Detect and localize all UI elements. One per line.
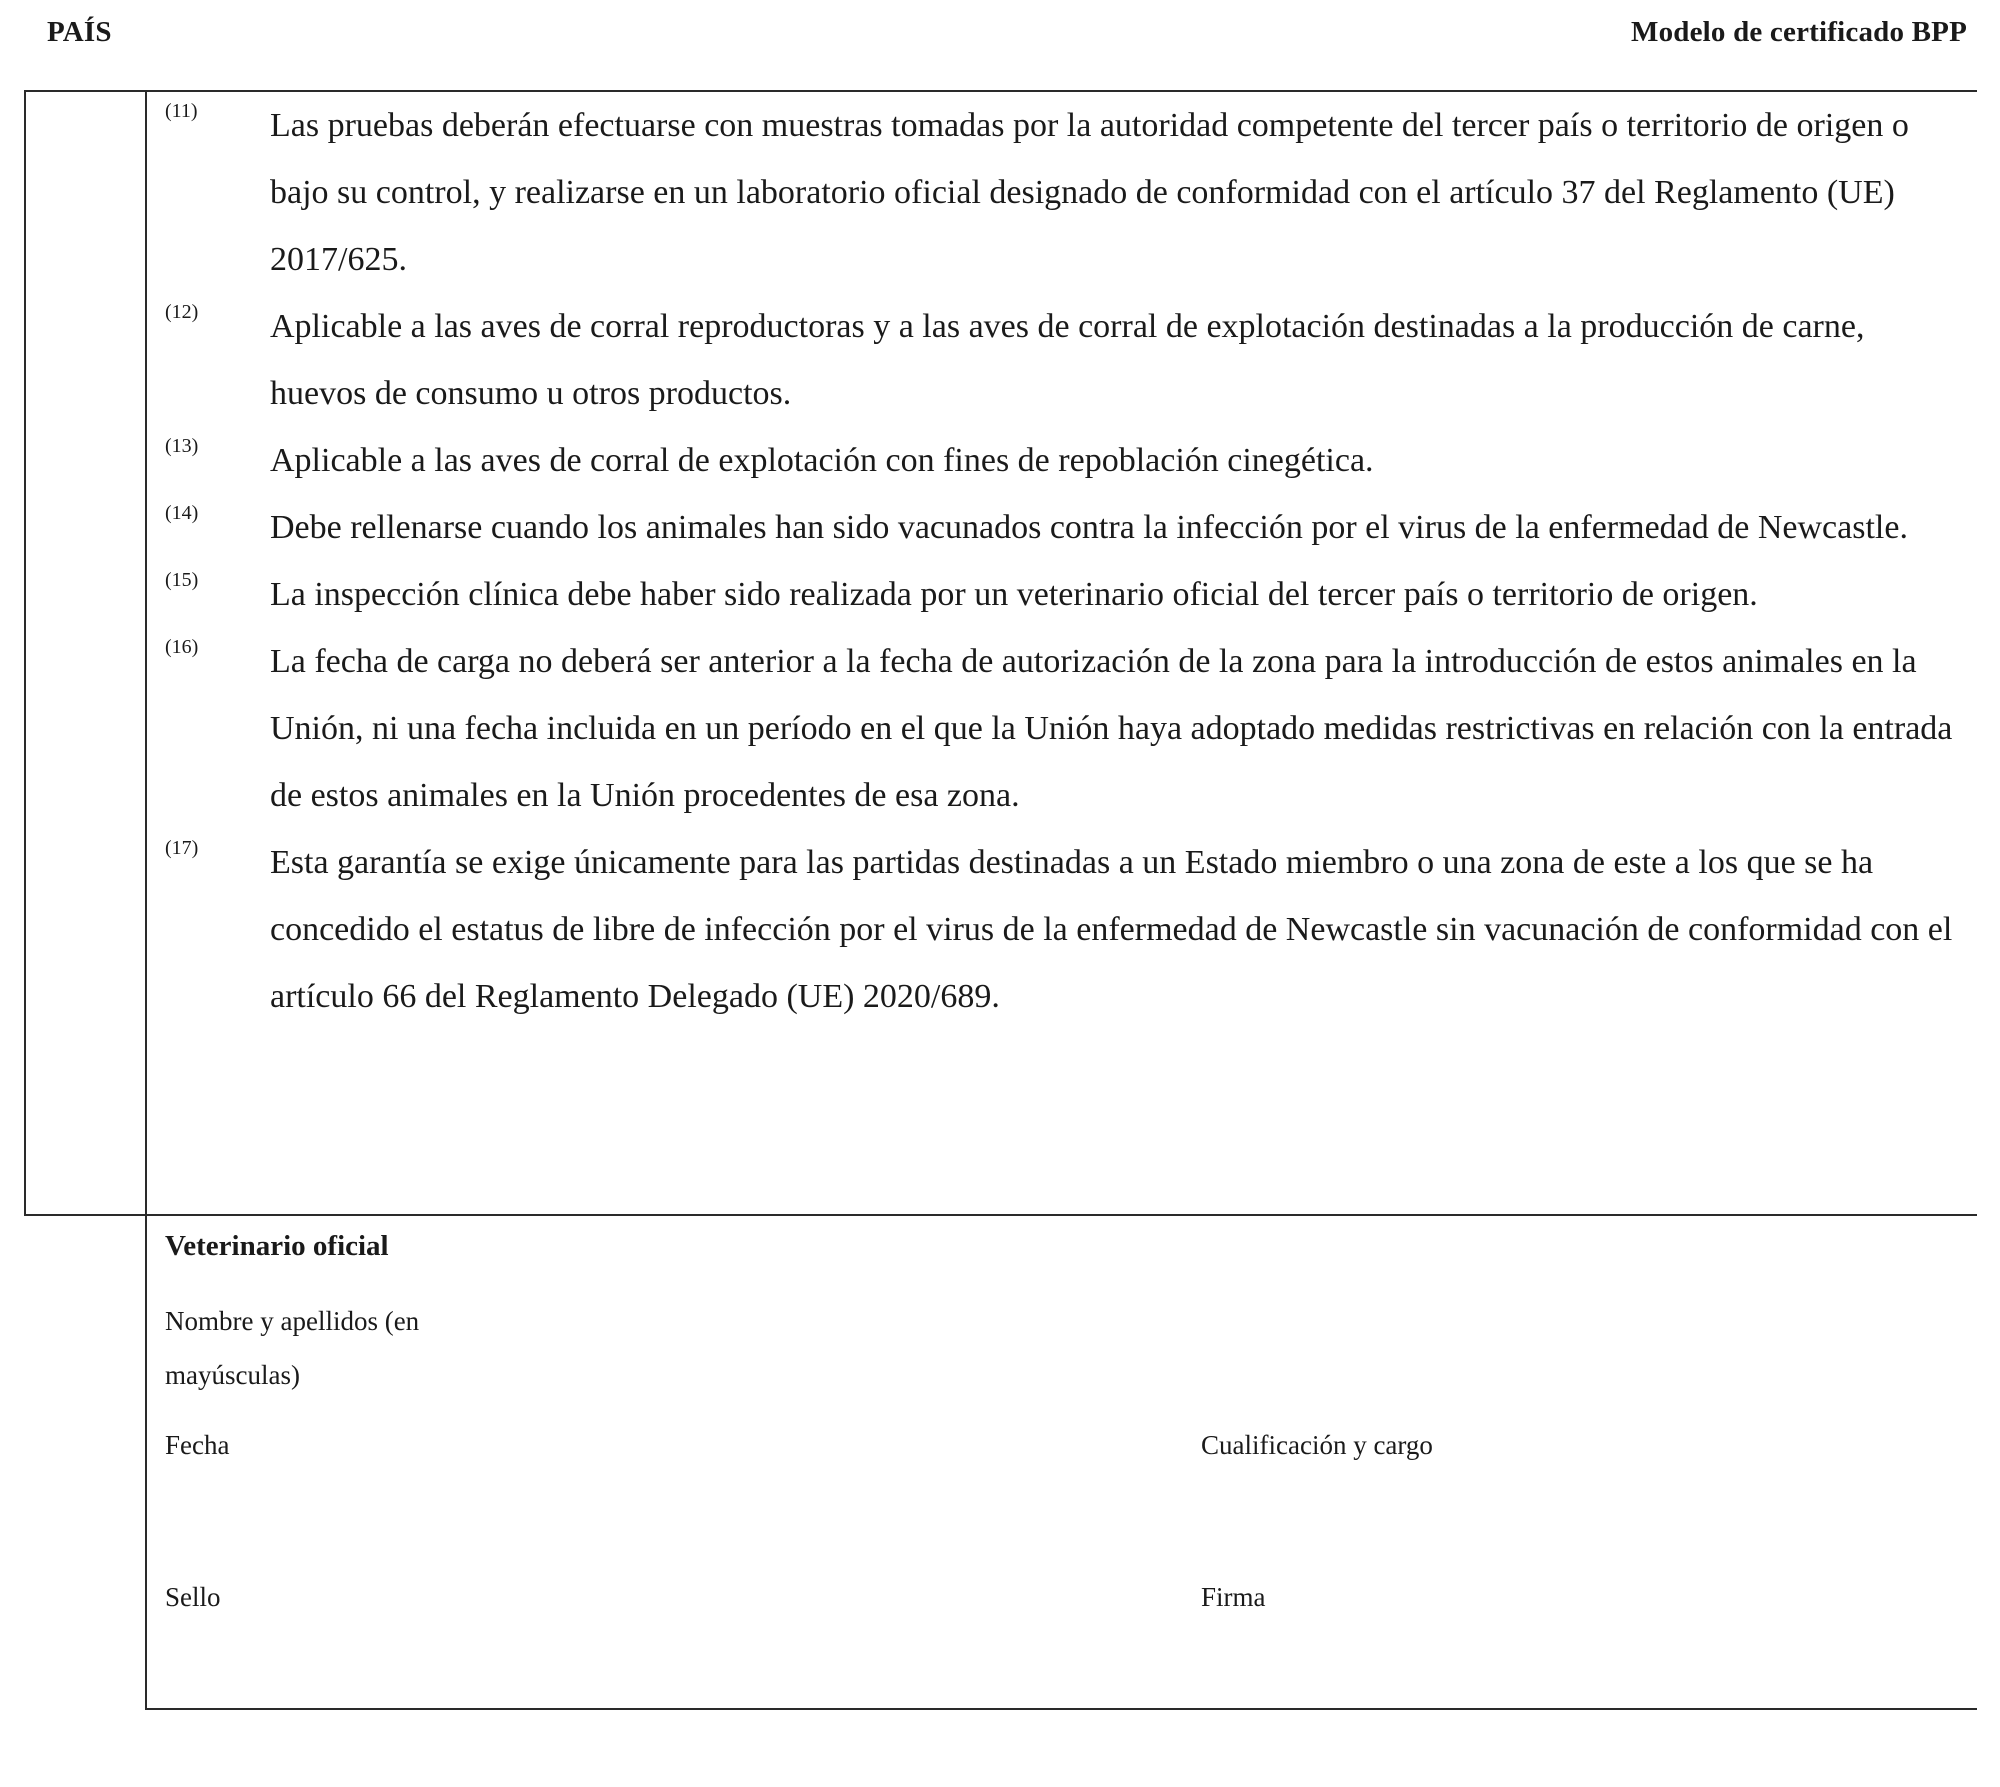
country-label: PAÍS — [47, 16, 112, 48]
footnote-17 — [165, 829, 1965, 1030]
footnote-16 — [165, 628, 1965, 829]
footnote-number: (16) — [165, 636, 199, 658]
date-field-label: Fecha — [165, 1430, 230, 1460]
footnote-text: Aplicable a las aves de corral reproductoras y a las aves de corral de explotación destinadas a la producción de carne, huevos de consumo u otros productos. — [270, 308, 1865, 412]
footnote-number: (13) — [165, 435, 199, 457]
footnote-14 — [165, 494, 1965, 561]
footnote-text: Debe rellenarse cuando los animales han sido vacunados contra la infección por el virus de la enfermedad de Newcastle. — [270, 509, 1908, 546]
footnote-text: La inspección clínica debe haber sido realizada por un veterinario oficial del tercer país o territorio de origen. — [270, 576, 1758, 613]
footnote-number: (12) — [165, 301, 199, 323]
footnotes-list — [165, 92, 1965, 1030]
footnote-text: Aplicable a las aves de corral de explotación con fines de repoblación cinegética. — [270, 442, 1374, 479]
name-field-label: Nombre y apellidos (en mayúsculas) — [165, 1306, 420, 1390]
footnote-text: Esta garantía se exige únicamente para las partidas destinadas a un Estado miembro o una zona de este a los que se ha concedido el estatus de libre de infección por el virus de la enfermedad de Newcastle sin vacunación de conformidad con el artículo 66 del Reglamento Delegado (UE) 2020/689. — [270, 844, 1953, 1015]
frame-middle-border — [24, 1214, 1977, 1216]
certificate-model-label: Modelo de certificado BPP — [1631, 16, 1967, 48]
signature-field-label: Firma — [1201, 1582, 1266, 1612]
footnote-number: (17) — [165, 837, 199, 859]
footnote-text: La fecha de carga no deberá ser anterior a la fecha de autorización de la zona para la introducción de estos animales en la Unión, ni una fecha incluida en un período en el que la Unión haya adoptado medidas restrictivas en relación con la entrada de estos animales en la Unión procedentes de esa zona. — [270, 643, 1953, 814]
footnote-12 — [165, 293, 1965, 427]
section-title: Veterinario oficial — [165, 1230, 389, 1262]
official-veterinarian-section — [165, 1230, 1965, 1700]
frame-inner-border — [145, 90, 147, 1710]
footnote-15 — [165, 561, 1965, 628]
qualification-field-label: Cualificación y cargo — [1201, 1430, 1433, 1460]
footnote-number: (14) — [165, 502, 199, 524]
footnote-13 — [165, 427, 1965, 494]
frame-left-border — [24, 90, 26, 1215]
footnote-text: Las pruebas deberán efectuarse con muestras tomadas por la autoridad competente del tercer país o territorio de origen o bajo su control, y realizarse en un laboratorio oficial designado de conformidad con el artículo 37 del Reglamento (UE) 2017/625. — [270, 107, 1909, 278]
frame-bottom-border — [145, 1708, 1977, 1710]
stamp-field-label: Sello — [165, 1582, 221, 1612]
footnote-11 — [165, 92, 1965, 293]
footnote-number: (15) — [165, 569, 199, 591]
footnote-number: (11) — [165, 100, 198, 122]
